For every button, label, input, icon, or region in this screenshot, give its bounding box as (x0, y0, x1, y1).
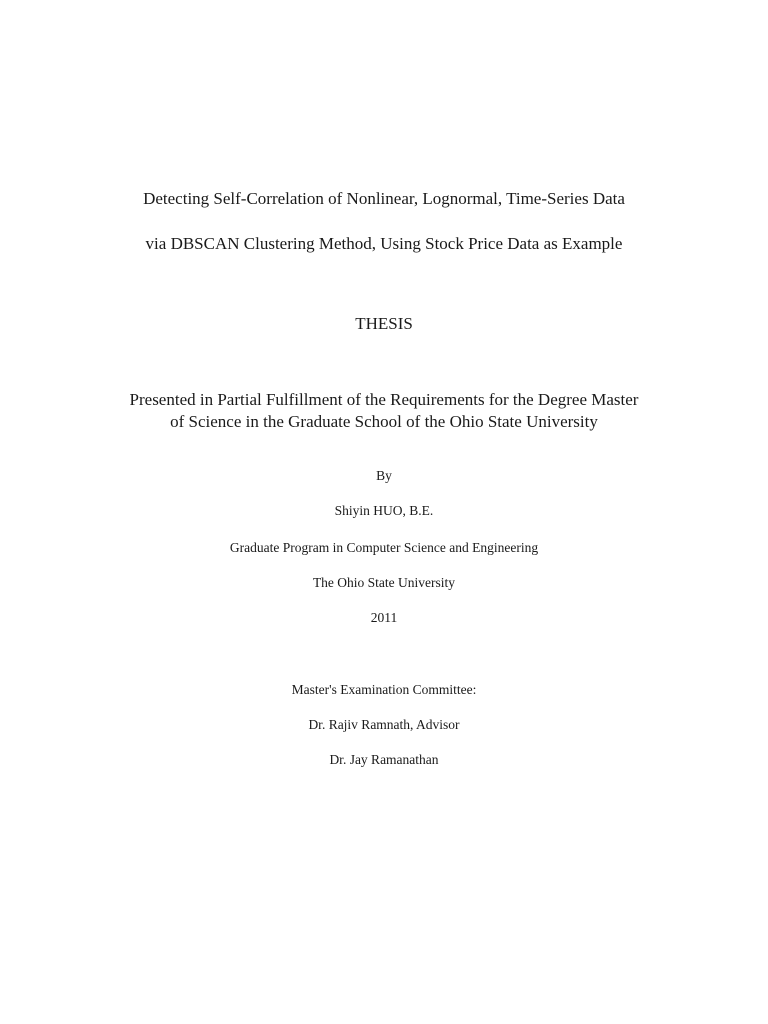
thesis-title-line-1: Detecting Self-Correlation of Nonlinear, Lognormal, Time-Series Data (143, 189, 625, 208)
presentation-statement-line-2: of Science in the Graduate School of the Ohio State University (170, 412, 598, 431)
presentation-statement-line-1: Presented in Partial Fulfillment of the Requirements for the Degree Master (129, 390, 639, 409)
committee-heading: Master's Examination Committee: (291, 682, 477, 697)
graduate-program: Graduate Program in Computer Science and Engineering (229, 540, 539, 555)
thesis-title-line-2: via DBSCAN Clustering Method, Using Stock Price Data as Example (145, 234, 623, 253)
by-label: By (376, 468, 392, 483)
committee-member: Dr. Jay Ramanathan (329, 752, 439, 767)
author-name: Shiyin HUO, B.E. (334, 503, 434, 518)
document-type-heading: THESIS (355, 314, 413, 333)
university-name: The Ohio State University (312, 575, 456, 590)
committee-member-advisor: Dr. Rajiv Ramnath, Advisor (308, 717, 460, 732)
publication-year: 2011 (370, 610, 398, 625)
